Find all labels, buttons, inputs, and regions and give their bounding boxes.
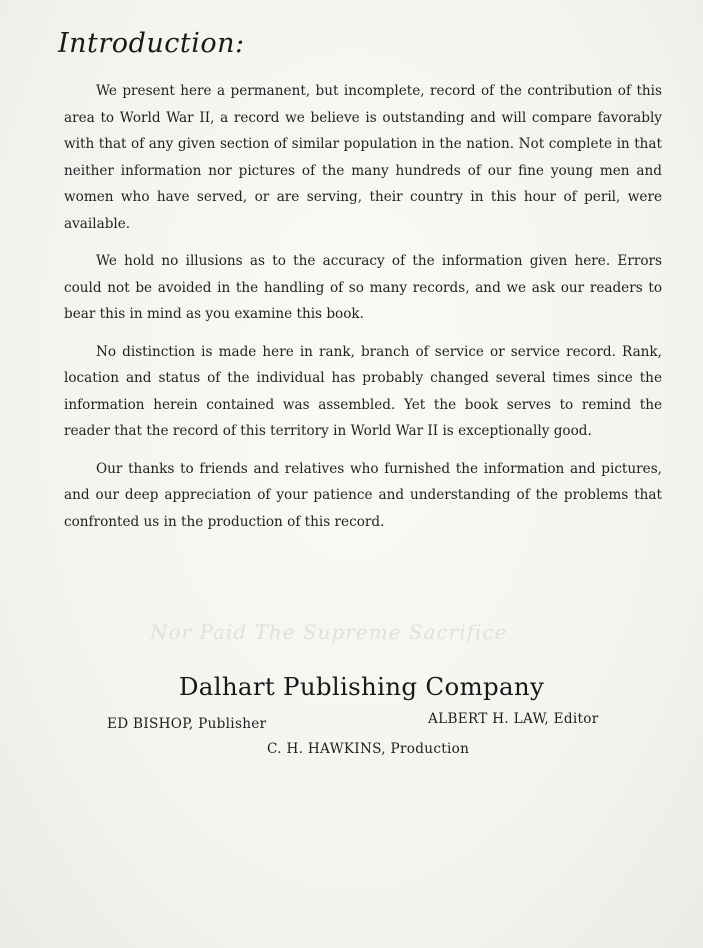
paragraph-4: Our thanks to friends and relatives who furnished the information and pictures, and our deep appreciation of your patience and understanding of the problems that confronted us in the production of this record. [64,460,662,530]
introduction-body [64,78,662,535]
production-credit: C. H. HAWKINS, Production [267,741,470,757]
page-title: Introduction: [58,28,245,59]
publisher-credit: ED BISHOP, Publisher [107,716,267,732]
editor-credit: ALBERT H. LAW, Editor [428,711,599,727]
paragraph-3: No distinction is made here in rank, branch of service or service record. Rank, location and status of the individual has probably changed several times since the information herein contained was assembled. Yet the book serves to remind the reader that the record of this territory in World War II is exceptionally good. [64,343,662,439]
bleed-through-text: Nor Paid The Supreme Sacrifice [150,620,508,644]
paragraph-2: We hold no illusions as to the accuracy of the information given here. Errors could not be avoided in the handling of so many records, and we ask our readers to bear this in mind as you examine this book. [64,253,662,322]
company-name: Dalhart Publishing Company [178,672,545,701]
paragraph-1: We present here a permanent, but incomplete, record of the contribution of this area to World War II, a record we believe is outstanding and will compare favorably with that of any given section of similar population in the nation. Not complete in that neither information nor pictures of the many hundreds of our fine young men and women who have served, or are serving, their country in this hour of peril, were available. [64,83,662,232]
